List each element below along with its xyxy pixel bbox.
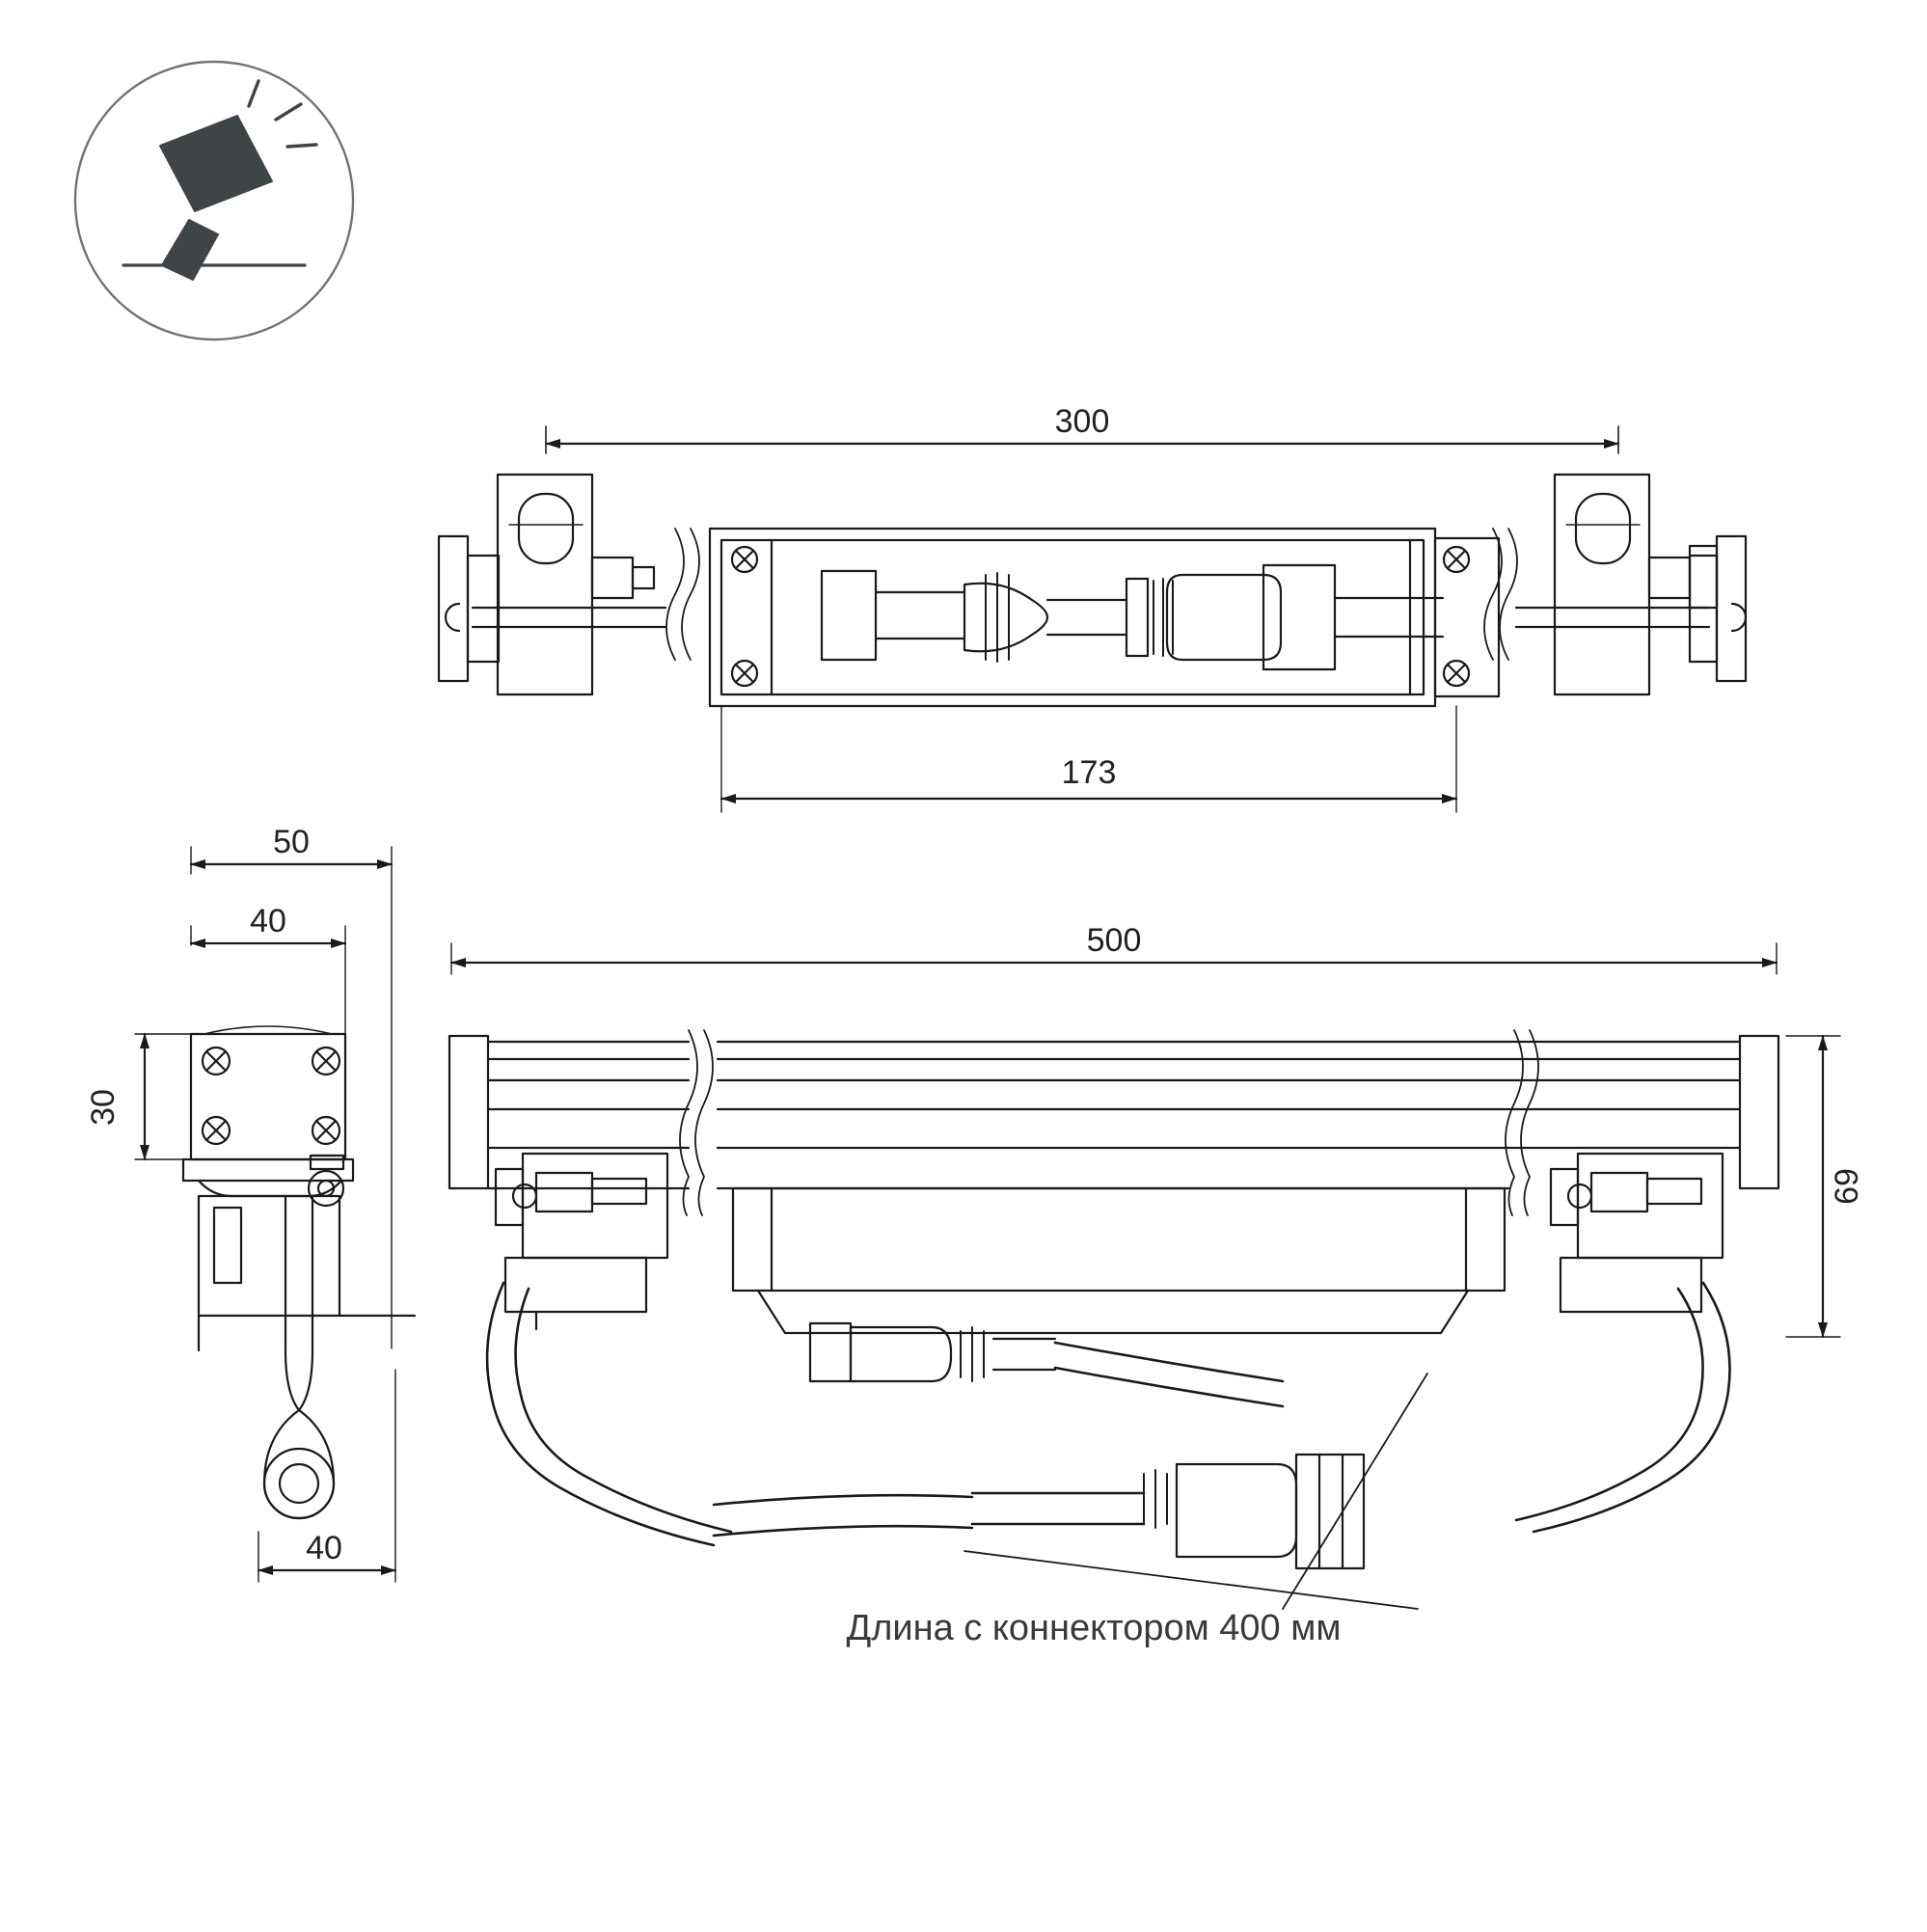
screw-head xyxy=(203,1117,230,1144)
screw-head xyxy=(732,661,757,686)
dimension-50 xyxy=(191,824,392,1348)
dimension-500-label: 500 xyxy=(1086,922,1142,959)
dimension-300-label: 300 xyxy=(1054,403,1110,440)
front-view xyxy=(449,922,1865,1609)
connector-length-note: Длина с коннектором 400 мм xyxy=(846,1608,1342,1648)
dimension-300 xyxy=(546,403,1618,453)
ground-spot-mount-icon xyxy=(75,62,353,340)
dimension-500 xyxy=(451,922,1777,974)
screw-head xyxy=(1444,547,1469,572)
screw-head xyxy=(312,1048,339,1075)
dimension-69-label: 69 xyxy=(1829,1168,1865,1205)
dimension-40-top-label: 40 xyxy=(250,903,286,939)
dimension-50-label: 50 xyxy=(273,824,310,860)
screw-head xyxy=(1444,661,1469,686)
dimension-30-label: 30 xyxy=(85,1089,122,1126)
dimension-173 xyxy=(721,706,1456,812)
dimension-40-bottom xyxy=(258,1370,395,1582)
dimension-40-bottom-label: 40 xyxy=(306,1530,342,1566)
dimension-173-label: 173 xyxy=(1061,754,1117,791)
dimension-69 xyxy=(1786,1036,1865,1337)
screw-head xyxy=(732,547,757,572)
dimension-30 xyxy=(85,1034,191,1159)
dimension-40-top xyxy=(191,903,345,1051)
screw-head xyxy=(312,1117,339,1144)
side-section-view xyxy=(85,824,415,1582)
screw-head xyxy=(203,1048,230,1075)
top-view xyxy=(439,403,1746,812)
